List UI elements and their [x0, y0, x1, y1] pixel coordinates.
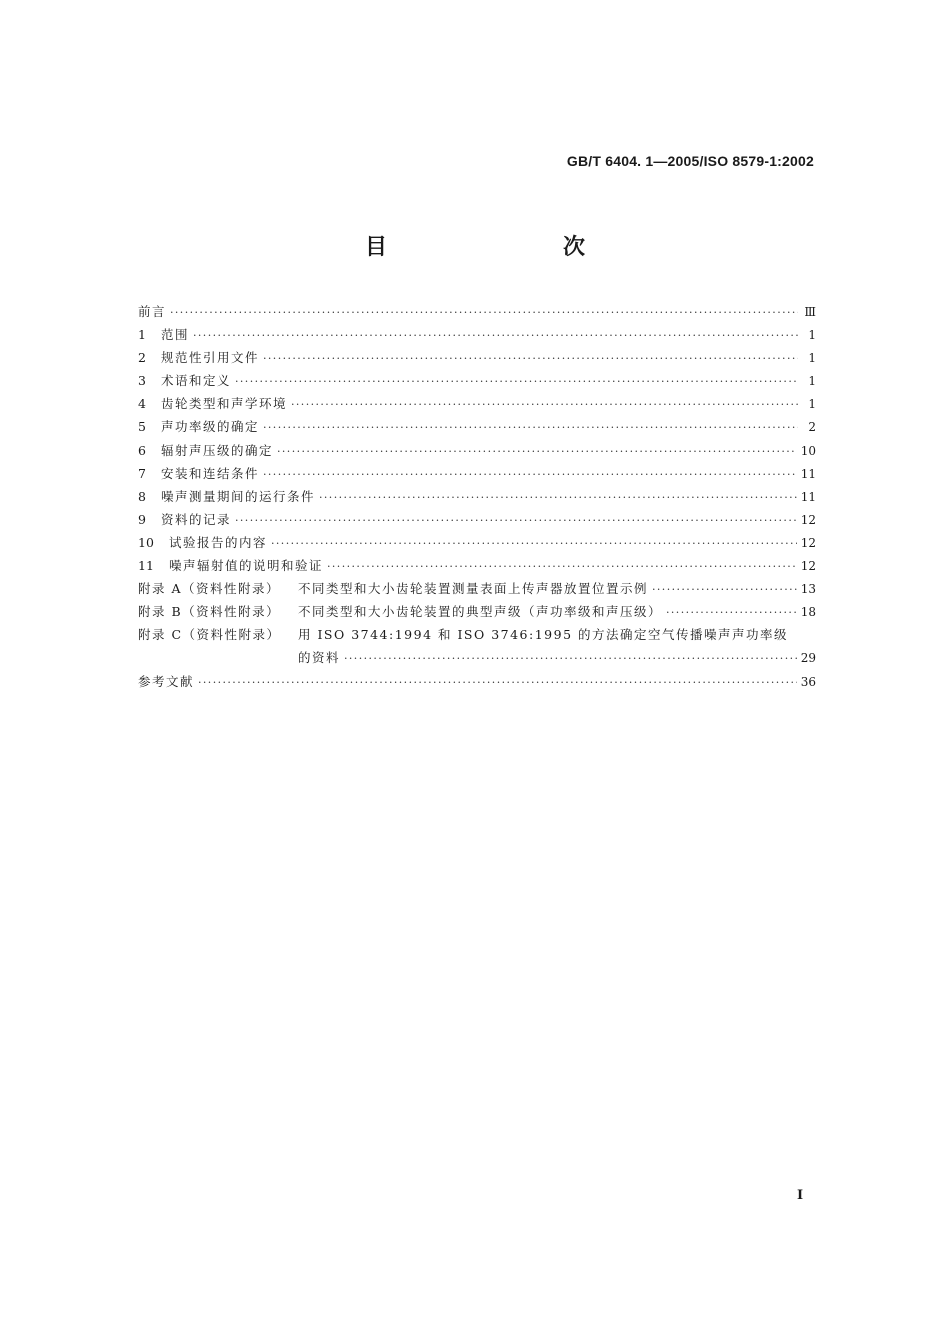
annex-prefix: 附录 C（资料性附录）	[138, 627, 281, 643]
dot-leader	[263, 463, 797, 486]
toc-bibliography[interactable]	[138, 670, 816, 693]
toc-entry-label: 不同类型和大小齿轮装置测量表面上传声器放置位置示例	[298, 581, 649, 597]
toc-entry-page: 29	[800, 651, 816, 666]
toc-entry-label: 声功率级的确定	[161, 419, 260, 435]
toc-entry[interactable]	[138, 554, 816, 577]
toc-entry-label: 试验报告的内容	[169, 534, 268, 550]
dot-leader	[666, 601, 797, 624]
toc-entry-label: 噪声辐射值的说明和验证	[169, 558, 324, 574]
dot-leader	[170, 301, 798, 324]
page-title: 目 次	[364, 235, 629, 260]
toc-entry[interactable]	[138, 439, 816, 462]
dot-leader	[319, 486, 797, 509]
toc-annex-c[interactable]	[138, 623, 816, 646]
toc-entry-foreword[interactable]	[138, 300, 816, 323]
toc-entry-label: 辐射声压级的确定	[161, 442, 274, 458]
toc-entry-page: 12	[800, 559, 816, 574]
toc-entry-label: 术语和定义	[161, 373, 232, 389]
toc-entry[interactable]	[138, 485, 816, 508]
toc-entry-page: 13	[800, 582, 816, 597]
toc-entry-label: 的资料	[298, 650, 341, 666]
dot-leader	[235, 509, 797, 532]
toc-entry-label: 资料的记录	[161, 511, 232, 527]
toc-entry-label: 噪声测量期间的运行条件	[161, 488, 316, 504]
toc-entry-number: 3	[138, 373, 146, 389]
toc-entry-label: 安装和连结条件	[161, 465, 260, 481]
toc-entry-number: 5	[138, 419, 146, 435]
toc-entry-label: 用 ISO 3744:1994 和 ISO 3746:1995 的方法确定空气传播噪声声功率级	[298, 627, 789, 643]
toc-entry-page: 12	[800, 535, 816, 550]
toc-entry[interactable]	[138, 508, 816, 531]
dot-leader	[327, 555, 797, 578]
toc-entry[interactable]	[138, 392, 816, 415]
toc-entry-number: 9	[138, 511, 146, 527]
dot-leader	[271, 532, 797, 555]
dot-leader	[193, 324, 798, 347]
toc-entry-label: 齿轮类型和声学环境	[161, 396, 288, 412]
toc-entry-label: 范围	[161, 327, 190, 343]
dot-leader	[263, 347, 798, 370]
dot-leader	[263, 416, 798, 439]
toc-entry[interactable]	[138, 462, 816, 485]
toc-entry-page: 18	[800, 605, 816, 620]
annex-prefix: 附录 A（资料性附录）	[138, 581, 281, 597]
toc-entry[interactable]	[138, 531, 816, 554]
toc-entry-page: 11	[800, 466, 816, 481]
toc-entry-number: 1	[138, 327, 146, 343]
toc-entry-page: 1	[808, 374, 816, 389]
dot-leader	[198, 671, 797, 694]
toc-entry-page: 1	[808, 328, 816, 343]
toc-entry-label: 前言	[138, 304, 167, 319]
toc-entry-page: Ⅲ	[804, 305, 816, 319]
toc-entry[interactable]	[138, 415, 816, 438]
toc-entry-number: 11	[138, 558, 154, 574]
toc-entry-label: 不同类型和大小齿轮装置的典型声级（声功率级和声压级）	[298, 604, 663, 620]
annex-prefix: 附录 B（资料性附录）	[138, 604, 281, 620]
toc-entry[interactable]	[138, 369, 816, 392]
toc-annex-c-continuation[interactable]	[138, 646, 816, 669]
toc-entry-page: 11	[800, 489, 816, 504]
toc-entry-number: 2	[138, 350, 146, 366]
toc-entry[interactable]	[138, 323, 816, 346]
toc-entry-page: 1	[808, 397, 816, 412]
dot-leader	[277, 440, 797, 463]
toc-entry-page: 10	[800, 443, 816, 458]
toc-entry-page: 1	[808, 351, 816, 366]
dot-leader	[291, 393, 798, 416]
standard-number: GB/T 6404. 1—2005/ISO 8579-1:2002	[566, 153, 814, 169]
toc-entry-label: 规范性引用文件	[161, 350, 260, 366]
toc-entry-page: 12	[800, 512, 816, 527]
toc-annex-b[interactable]	[138, 600, 816, 623]
table-of-contents	[138, 300, 816, 693]
dot-leader	[344, 647, 797, 670]
dot-leader	[652, 578, 797, 601]
page-folio: I	[797, 1188, 804, 1203]
toc-entry-label: 参考文献	[138, 673, 195, 689]
toc-entry-page: 2	[808, 420, 816, 435]
dot-leader	[235, 370, 798, 393]
toc-entry-number: 8	[138, 488, 146, 504]
toc-entry-number: 7	[138, 465, 146, 481]
toc-entry-number: 10	[138, 534, 154, 550]
toc-entry-number: 6	[138, 442, 146, 458]
toc-entry-page: 36	[800, 674, 816, 689]
toc-entry-number: 4	[138, 396, 146, 412]
toc-entry[interactable]	[138, 346, 816, 369]
toc-annex-a[interactable]	[138, 577, 816, 600]
